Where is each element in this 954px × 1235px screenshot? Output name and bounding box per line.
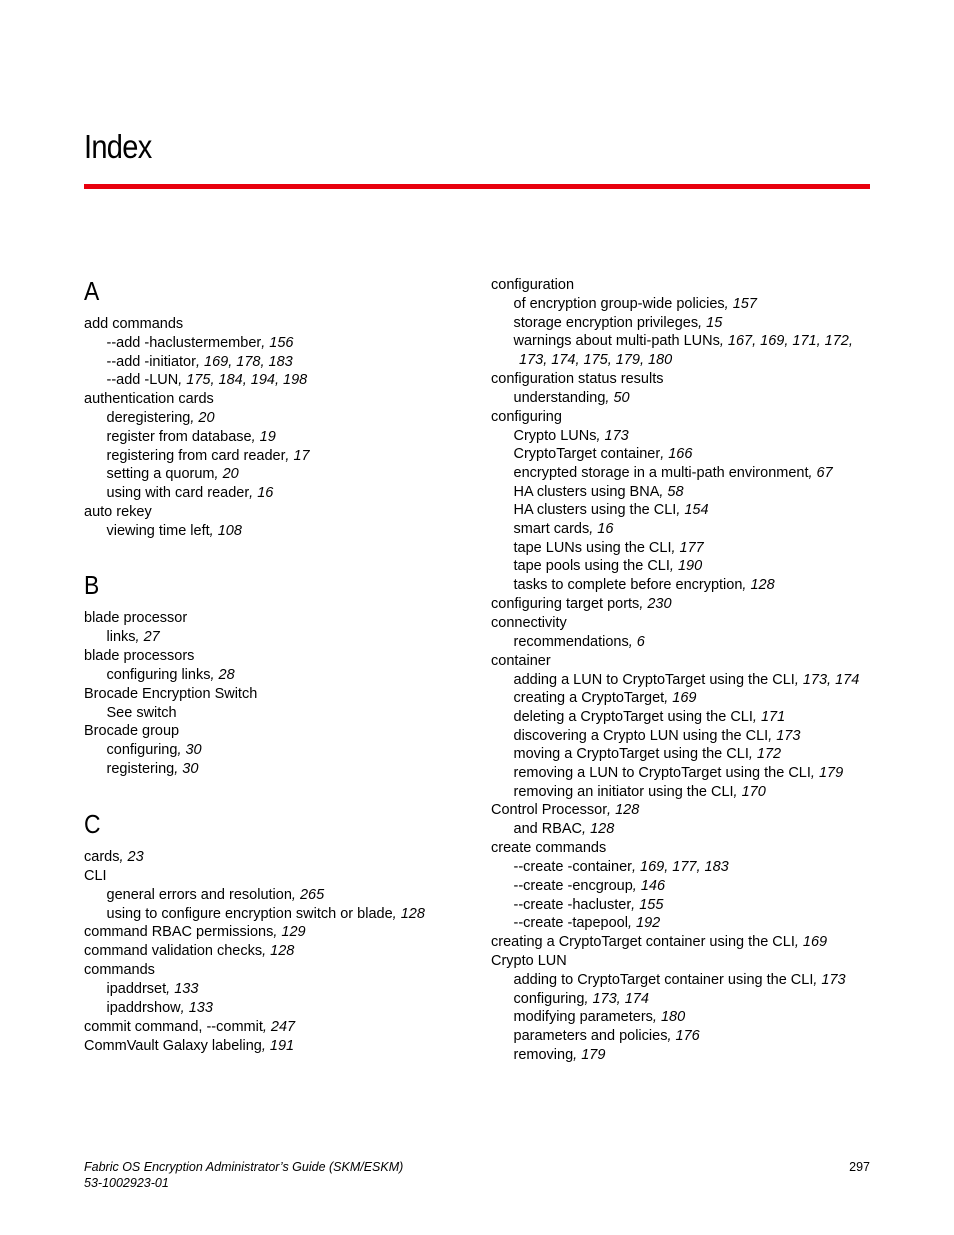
index-subterm <box>84 447 474 466</box>
section-letter: B <box>84 570 100 601</box>
entry-text: --create -encgroup <box>513 877 633 894</box>
index-subterm <box>84 353 474 372</box>
index-term <box>84 722 474 741</box>
page-reference[interactable]: , 173, 174 <box>794 671 860 688</box>
entry-text: creating a CryptoTarget container using the CLI <box>491 933 795 950</box>
footer-doc-number: 53-1002923-01 <box>84 1175 169 1190</box>
index-term <box>491 839 881 858</box>
entry-text: --create -tapepool <box>513 915 628 932</box>
entry-text: modifying parameters <box>513 1009 653 1026</box>
index-term <box>84 1037 474 1056</box>
index-term <box>491 952 881 971</box>
entry-text: create commands <box>491 840 607 857</box>
index-subterm <box>491 990 881 1009</box>
entry-text: deregistering <box>106 410 191 427</box>
entry-text: CommVault Galaxy labeling <box>84 1037 262 1054</box>
index-term <box>491 276 881 295</box>
entry-text: --create -container <box>513 859 632 876</box>
entry-text: configuration status results <box>491 370 664 387</box>
entry-text: recommendations <box>513 633 629 650</box>
index-term <box>84 315 474 334</box>
index-subterm <box>84 428 474 447</box>
section-letter: A <box>84 276 100 306</box>
entry-text: setting a quorum <box>106 466 215 483</box>
page-reference[interactable]: , 167, 169, 171, 172, <box>719 333 853 350</box>
entry-text: discovering a Crypto LUN using the CLI <box>513 727 769 744</box>
page-reference[interactable]: , 30 <box>177 742 202 759</box>
page-reference[interactable]: , 265 <box>291 886 325 903</box>
index-term <box>84 685 474 704</box>
entry-text: adding a LUN to CryptoTarget using the CLI <box>513 671 795 688</box>
entry-text: configuring target ports <box>491 595 640 612</box>
page-reference[interactable]: , 176 <box>667 1028 700 1045</box>
index-subterm <box>491 689 881 708</box>
title-rule <box>84 184 870 189</box>
index-term <box>491 933 881 952</box>
index-subterm <box>84 371 474 390</box>
index-term <box>491 614 881 633</box>
index-subterm <box>84 334 474 353</box>
page-reference[interactable]: , 28 <box>210 667 235 684</box>
page-reference[interactable]: , 173, 174 <box>584 990 649 1007</box>
page-reference[interactable]: , 23 <box>119 848 144 865</box>
entry-text: ipaddrshow <box>106 999 181 1016</box>
entry-text: auto rekey <box>84 503 152 520</box>
page-reference[interactable]: , 154 <box>676 502 709 519</box>
page-reference[interactable]: , 30 <box>174 761 199 778</box>
index-subterm <box>491 520 881 539</box>
page-reference[interactable]: , 192 <box>627 915 661 932</box>
page-reference[interactable]: , 133 <box>180 999 213 1016</box>
entry-text: configuring <box>106 742 178 759</box>
entry-text: adding to CryptoTarget container using the CLI <box>513 971 814 988</box>
entry-text: links <box>106 629 136 646</box>
index-subterm <box>491 557 881 576</box>
index-subterm <box>491 351 881 370</box>
entry-text: tasks to complete before encryption <box>513 577 743 594</box>
index-subterm <box>84 484 474 503</box>
page-reference[interactable]: , 157 <box>724 296 757 312</box>
page-reference[interactable]: , 108 <box>209 522 242 539</box>
index-term <box>84 867 474 886</box>
entry-text: creating a CryptoTarget <box>513 690 665 707</box>
index-subterm <box>491 332 881 351</box>
index-subterm <box>84 760 474 779</box>
index-subterm <box>491 464 881 483</box>
entry-text: storage encryption privileges <box>513 314 699 331</box>
index-subterm <box>491 877 881 896</box>
page-reference[interactable]: , 230 <box>639 595 672 612</box>
entry-text: removing an initiator using the CLI <box>513 783 734 800</box>
page-reference[interactable]: , 247 <box>262 1018 296 1035</box>
page-reference[interactable]: , 173 <box>813 971 846 988</box>
index-term <box>491 370 881 389</box>
entry-text: tape pools using the CLI <box>513 558 670 575</box>
page-reference[interactable]: , 133 <box>166 981 199 998</box>
entry-text: register from database <box>106 428 252 445</box>
entry-text: smart cards <box>513 521 590 538</box>
page-reference[interactable]: , 191 <box>261 1037 295 1054</box>
entry-text: Control Processor <box>491 802 608 819</box>
entry-text: removing <box>513 1046 574 1063</box>
page-reference[interactable]: , 166 <box>660 446 693 463</box>
index-term <box>491 408 881 427</box>
index-subterm <box>491 858 881 877</box>
entry-text: cards <box>84 848 120 865</box>
page-reference[interactable]: , 128 <box>607 802 640 819</box>
entry-text: See switch <box>106 704 177 721</box>
entry-text: blade processor <box>84 610 188 627</box>
entry-text: configuring <box>491 408 562 425</box>
entry-text: Brocade Encryption Switch <box>84 685 258 702</box>
page-reference[interactable]: , 173 <box>596 427 629 444</box>
entry-text: warnings about multi-path LUNs <box>513 333 720 350</box>
entry-text: Brocade group <box>84 723 180 740</box>
index-subterm <box>491 971 881 990</box>
index-subterm <box>84 741 474 760</box>
index-section-a <box>84 276 474 540</box>
index-subterm <box>491 501 881 520</box>
page-footer <box>84 1160 870 1191</box>
index-column-right <box>491 276 881 1065</box>
entry-text: --create -hacluster <box>513 896 632 913</box>
entry-text: container <box>491 652 551 669</box>
page-reference[interactable]: , 16 <box>249 484 274 501</box>
page-reference[interactable]: , 169, 177, 183 <box>631 859 729 876</box>
entry-text: CLI <box>84 867 107 884</box>
index-subterm <box>84 666 474 685</box>
index-subterm <box>491 764 881 783</box>
index-subterm <box>491 633 881 652</box>
section-letter: C <box>84 808 101 839</box>
page-reference[interactable]: , 15 <box>698 314 723 331</box>
entry-text: general errors and resolution <box>106 886 292 903</box>
page-reference[interactable]: , 128 <box>392 905 425 922</box>
index-term <box>84 961 474 980</box>
index-subterm <box>491 427 881 446</box>
index-subterm <box>491 576 881 595</box>
index-subterm <box>491 1027 881 1046</box>
entry-text: viewing time left <box>106 522 210 539</box>
page-reference[interactable]: , 146 <box>632 877 666 894</box>
page-reference[interactable]: , 180 <box>652 1009 686 1026</box>
index-subterm <box>491 783 881 802</box>
entry-text: registering from card reader <box>106 447 286 464</box>
page-reference[interactable]: , 20 <box>190 410 215 427</box>
index-term <box>84 390 474 409</box>
entry-text: authentication cards <box>84 391 214 408</box>
index-term <box>84 848 474 867</box>
page-reference[interactable]: , 6 <box>628 633 645 650</box>
entry-text: deleting a CryptoTarget using the CLI <box>513 708 753 725</box>
entry-text: Crypto LUNs <box>513 427 597 444</box>
page-reference[interactable]: , 58 <box>659 483 684 500</box>
page-reference[interactable]: , 128 <box>742 577 775 594</box>
entry-text: commands <box>84 962 155 979</box>
page-reference[interactable]: , 171 <box>752 708 786 725</box>
page-reference[interactable]: , 173 <box>768 727 801 744</box>
index-subterm <box>491 445 881 464</box>
entry-text: configuring <box>513 990 585 1007</box>
index-term <box>84 1018 474 1037</box>
page-reference[interactable]: , 128 <box>262 943 295 960</box>
page-reference[interactable]: , 128 <box>582 821 615 838</box>
entry-text: encrypted storage in a multi-path environment <box>513 464 809 481</box>
index-term <box>84 647 474 666</box>
index-section-b <box>84 570 474 779</box>
entry-text: understanding <box>513 389 606 406</box>
index-subterm <box>84 704 474 723</box>
index-subterm <box>491 745 881 764</box>
entry-text: commit command, --commit <box>84 1018 263 1035</box>
page-reference[interactable]: , 170 <box>733 783 766 800</box>
page-title: Index <box>84 128 152 165</box>
page-reference[interactable]: , 172 <box>748 746 782 763</box>
index-subterm <box>84 980 474 999</box>
page-reference[interactable]: , 175, 184, 194, 198 <box>178 372 308 389</box>
entry-text: using with card reader <box>106 484 250 501</box>
index-subterm <box>491 1046 881 1065</box>
entry-text: using to configure encryption switch or blade <box>106 905 393 922</box>
index-subterm <box>84 465 474 484</box>
entry-text: of encryption group-wide policies <box>513 296 725 312</box>
entry-text: registering <box>106 761 175 778</box>
footer-page-number: 297 <box>849 1160 870 1174</box>
page-reference[interactable]: , 129 <box>273 924 306 941</box>
index-subterm <box>491 708 881 727</box>
page-reference[interactable]: , 177 <box>671 539 704 556</box>
page-reference[interactable]: , 169 <box>794 933 828 950</box>
index-section-c <box>84 809 474 1056</box>
index-term <box>491 595 881 614</box>
page-reference[interactable]: , 156 <box>261 335 294 351</box>
entry-text: configuration <box>491 277 575 293</box>
index-subterm <box>491 389 881 408</box>
index-column-left <box>84 276 474 1056</box>
page-reference[interactable]: , 50 <box>605 389 630 406</box>
entry-text: command RBAC permissions <box>84 924 274 941</box>
page-reference[interactable]: , 17 <box>285 447 310 464</box>
entry-text: add commands <box>84 316 184 332</box>
page-reference[interactable]: , 20 <box>214 466 239 483</box>
page-reference[interactable]: , 190 <box>669 558 703 575</box>
index-subterm <box>491 914 881 933</box>
index-subterm <box>84 905 474 924</box>
entry-text: --add -haclustermember <box>106 335 262 351</box>
entry-text: connectivity <box>491 614 567 631</box>
index-term <box>84 503 474 522</box>
page-reference[interactable]: , 169, 178, 183 <box>195 353 293 370</box>
entry-text: blade processors <box>84 648 195 665</box>
index-subterm <box>491 539 881 558</box>
page-reference[interactable]: , 27 <box>135 629 160 646</box>
page-reference[interactable]: , 179 <box>573 1046 606 1063</box>
page-reference[interactable]: , 67 <box>808 464 833 481</box>
footer-book-title: Fabric OS Encryption Administrator’s Guide (SKM/ESKM) <box>84 1160 404 1174</box>
index-subterm <box>84 522 474 541</box>
entry-text: and RBAC <box>513 821 583 838</box>
index-subterm <box>491 727 881 746</box>
entry-text: HA clusters using BNA <box>513 483 660 500</box>
page-reference[interactable]: , 169 <box>664 690 697 707</box>
index-subterm <box>491 483 881 502</box>
index-subterm <box>491 314 881 333</box>
index-subterm <box>491 896 881 915</box>
index-subterm <box>491 295 881 314</box>
page-reference[interactable]: , 179 <box>810 765 844 782</box>
index-subterm <box>84 886 474 905</box>
entry-text: HA clusters using the CLI <box>513 502 677 519</box>
index-term <box>491 652 881 671</box>
page-reference[interactable]: , 16 <box>589 521 614 538</box>
page-reference[interactable]: , 19 <box>251 428 276 445</box>
page-reference[interactable]: 173, 174, 175, 179, 180 <box>519 352 673 369</box>
entry-text: removing a LUN to CryptoTarget using the CLI <box>513 765 811 782</box>
entry-text: CryptoTarget container <box>513 446 661 463</box>
entry-text: tape LUNs using the CLI <box>513 539 672 556</box>
entry-text: --add -LUN <box>106 372 179 389</box>
entry-text: configuring links <box>106 667 211 684</box>
index-subterm <box>84 999 474 1018</box>
index-term <box>84 609 474 628</box>
index-term <box>491 801 881 820</box>
index-subterm <box>491 820 881 839</box>
index-subterm <box>84 628 474 647</box>
index-term <box>84 942 474 961</box>
index-subterm <box>84 409 474 428</box>
index-subterm <box>491 671 881 690</box>
entry-text: moving a CryptoTarget using the CLI <box>513 746 749 763</box>
entry-text: Crypto LUN <box>491 952 567 969</box>
index-term <box>84 923 474 942</box>
entry-text: parameters and policies <box>513 1028 668 1045</box>
page-reference[interactable]: , 155 <box>631 896 664 913</box>
index-subterm <box>491 1008 881 1027</box>
entry-text: --add -initiator <box>106 353 196 370</box>
entry-text: ipaddrset <box>106 981 167 998</box>
entry-text: command validation checks <box>84 943 263 960</box>
